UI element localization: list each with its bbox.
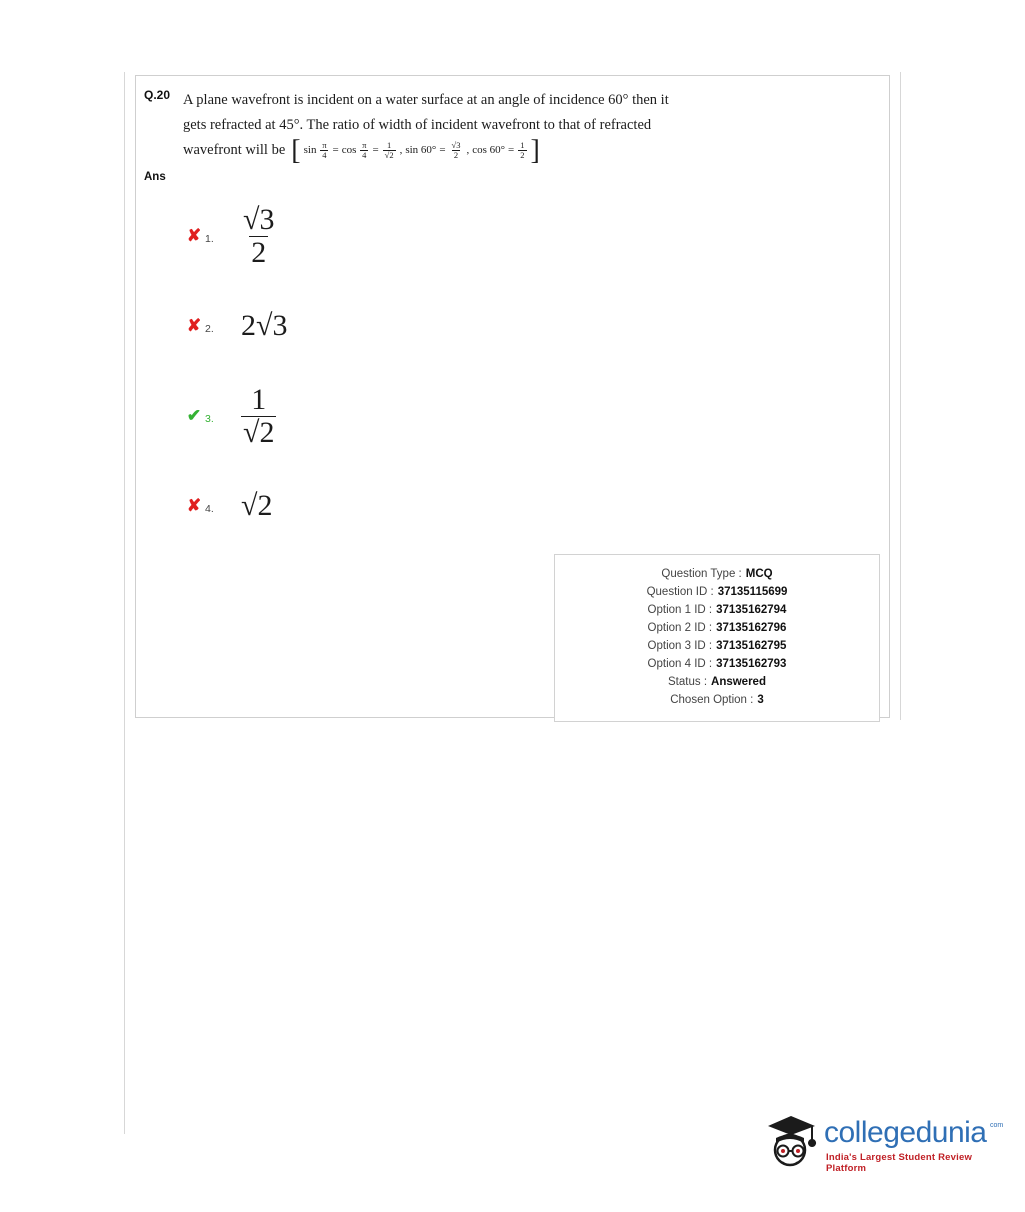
meta-value: 37135115699 (717, 586, 788, 598)
meta-row-option-1-id (569, 601, 865, 619)
option-number: 1. (205, 233, 214, 245)
left-bracket: [ (291, 134, 301, 166)
cross-icon: ✘ (186, 226, 202, 245)
option-numerator: √3 (243, 203, 275, 236)
cos-60: cos 60° (472, 144, 506, 156)
logo-wordmark (824, 1116, 986, 1150)
logo-trademark: com (990, 1122, 1004, 1129)
equals-3: = (439, 144, 446, 156)
question-line-1: A plane wavefront is incident on a water surface at an angle of incidence 60° then it (183, 92, 669, 108)
meta-key: Option 2 ID : (647, 622, 713, 634)
meta-value: 37135162796 (716, 622, 787, 634)
meta-value: 3 (757, 694, 764, 706)
meta-key: Chosen Option : (670, 694, 754, 706)
option-denominator: √2 (243, 415, 275, 449)
meta-row-question-type (569, 565, 865, 583)
cross-icon: ✘ (186, 496, 202, 515)
answer-label: Ans (144, 171, 166, 183)
sin-pi-4: sin $\frac{\pi}{4}$ (303, 140, 327, 160)
meta-value: MCQ (745, 568, 773, 580)
option-row[interactable] (183, 281, 783, 371)
meta-key: Question Type : (661, 568, 742, 580)
option-value: √2 (241, 489, 273, 522)
question-number: Q.20 (144, 88, 171, 102)
meta-value: 37135162794 (716, 604, 787, 616)
logo-tagline: India's Largest Student Review Platform (826, 1152, 973, 1174)
meta-row-question-id (569, 583, 865, 601)
question-line-3 (183, 134, 743, 166)
meta-key: Option 4 ID : (647, 658, 713, 670)
one-half: $\frac{1}{2}$ (520, 140, 525, 160)
status-badge: Answered (711, 676, 766, 688)
meta-key: Question ID : (646, 586, 714, 598)
meta-key: Option 3 ID : (647, 640, 713, 652)
option-row[interactable] (183, 191, 783, 281)
right-bracket: ] (530, 134, 540, 166)
meta-row-option-3-id (569, 637, 865, 655)
meta-value: 37135162795 (716, 640, 787, 652)
equals-4: = (508, 144, 515, 156)
question-line-3-text: wavefront will be (183, 142, 286, 158)
question-meta-box (554, 554, 880, 722)
root-3-over-2: $\frac{√3}{2}$ (451, 140, 461, 160)
cos-pi-4: cos $\frac{\pi}{4}$ (341, 140, 367, 160)
option-numerator: 1 (251, 383, 267, 416)
collegedunia-logo[interactable] (762, 1108, 1007, 1180)
option-value (241, 384, 276, 448)
question-line-2: gets refracted at 45°. The ratio of width of incident wavefront to that of refracted (183, 117, 652, 133)
meta-key: Status : (668, 676, 708, 688)
question-card (135, 75, 890, 718)
question-text (183, 88, 743, 166)
trig-hint-formula (291, 134, 540, 166)
one-over-root-2: $\frac{1}{√2}$ (384, 140, 394, 160)
cross-icon: ✘ (186, 316, 202, 335)
logo-word-college: college (824, 1116, 916, 1149)
comma-2: , (466, 144, 470, 156)
option-number: 2. (205, 323, 214, 335)
option-value (241, 204, 276, 268)
option-denominator: 2 (251, 235, 267, 269)
check-icon: ✔ (186, 406, 202, 425)
meta-row-chosen-option (569, 691, 865, 709)
sin-60: sin 60° (405, 144, 437, 156)
option-row[interactable] (183, 461, 783, 551)
equals-2: = (372, 144, 379, 156)
option-row[interactable] (183, 371, 783, 461)
page-left-rule (124, 72, 125, 1134)
option-number: 4. (205, 503, 214, 515)
option-number: 3. (205, 413, 214, 425)
meta-value: 37135162793 (716, 658, 787, 670)
option-value: 2√3 (241, 309, 288, 342)
options-list (183, 191, 783, 551)
page-right-rule (900, 72, 901, 720)
equals-1: = (332, 144, 339, 156)
comma-1: , (399, 144, 403, 156)
logo-word-dunia: dunia (915, 1116, 987, 1149)
meta-row-option-4-id (569, 655, 865, 673)
meta-row-option-2-id (569, 619, 865, 637)
graduate-mascot-icon (762, 1110, 820, 1172)
meta-row-status (569, 673, 865, 691)
meta-key: Option 1 ID : (647, 604, 713, 616)
